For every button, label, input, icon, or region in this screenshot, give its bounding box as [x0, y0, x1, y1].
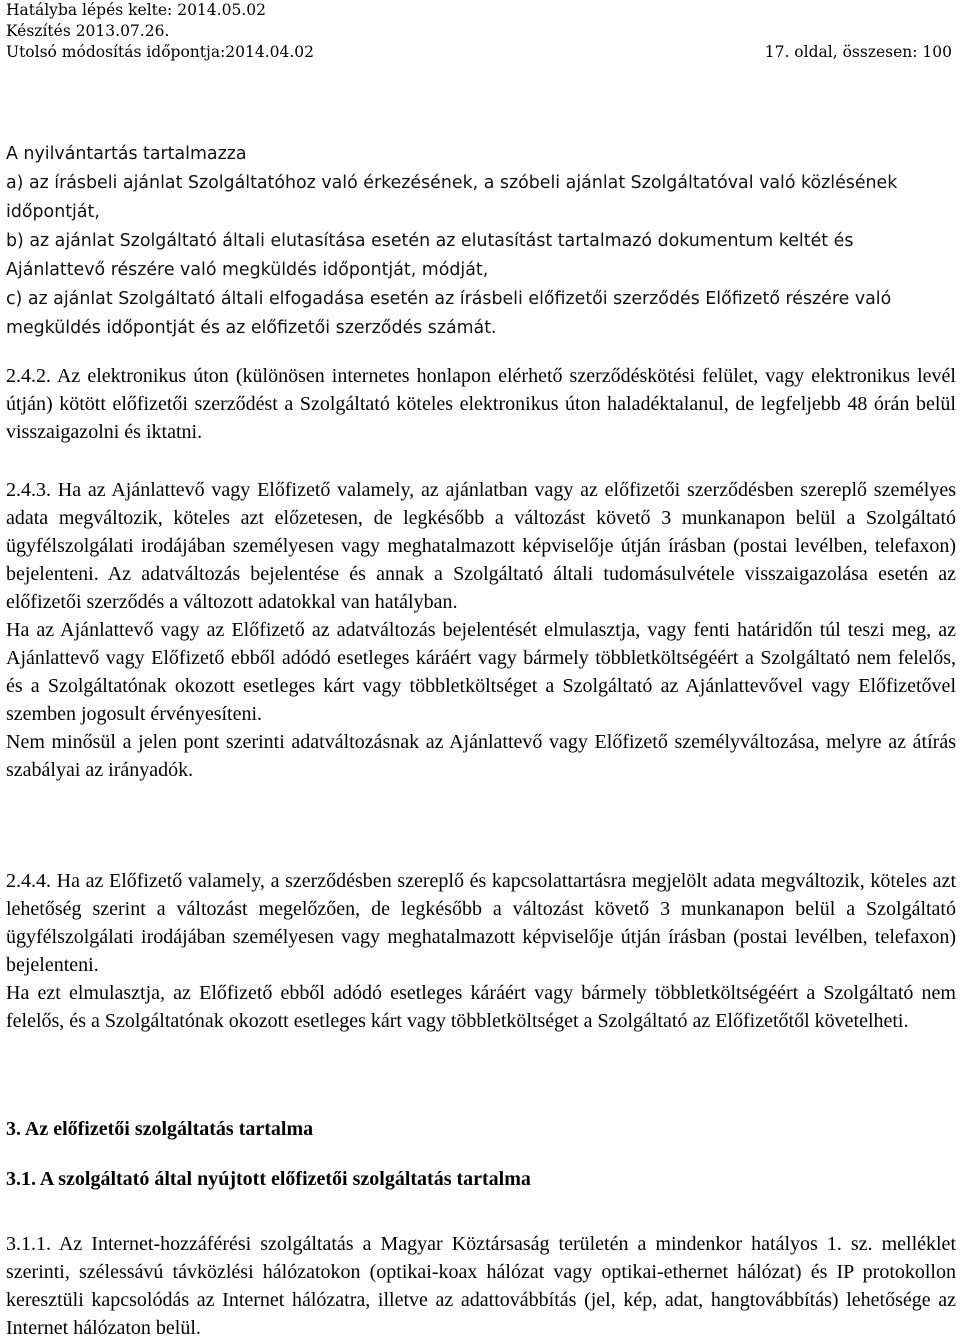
section-3-1-1-text: 3.1.1. Az Internet-hozzáférési szolgáltatás a Magyar Köztársaság területén a mindenkor hatályos 1. sz. melléklet szerinti, szélessávú távközlési hálózatokon (optikai-koax hálózat vagy optikai-ethernet hálózat) és IP protokollon keresztüli kapcsolódás az Internet hálózatra, illetve az adattovábbítás (jel, kép, adat, hangtovábbítás) lehetősége az Internet hálózaton belül.	[6, 1233, 956, 1339]
section-2-4-3	[6, 476, 956, 784]
page-number: 17. oldal, összesen: 100	[764, 43, 952, 61]
register-item-c: c) az ajánlat Szolgáltató általi elfogadása esetén az írásbeli előfizetői szerződés Előfizető részére való megküldés időpontját és az előfizetői szerződés számát.	[6, 289, 892, 338]
created-date: Készítés 2013.07.26.	[6, 22, 170, 40]
section-2-4-2-text: 2.4.2. Az elektronikus úton (különösen internetes honlapon elérhető szerződéskötési felület, vagy elektronikus levél útján) kötött előfizetői szerződést a Szolgáltató köteles elektronikus úton haladéktalanul, de legfeljebb 48 órán belül visszaigazolni és iktatni.	[6, 365, 956, 443]
section-3-1-1	[6, 1230, 956, 1342]
register-heading: A nyilvántartás tartalmazza	[6, 144, 247, 164]
heading-section-3-1: 3.1. A szolgáltató által nyújtott előfizetői szolgáltatás tartalma	[6, 1168, 531, 1190]
section-2-4-3-para-1: 2.4.3. Ha az Ajánlattevő vagy Előfizető valamely, az ajánlatban vagy az előfizetői szerződésben szereplő személyes adata megváltozik, köteles azt előzetesen, de legkésőbb a változást követő 3 munkanapon belül a Szolgáltató ügyfélszolgálati irodájában személyesen vagy meghatalmazott képviselője útján írásban (postai levélben, telefaxon) bejelenteni. Az adatváltozás bejelentése és annak a Szolgáltató általi tudomásulvétele visszaigazolása esetén az előfizetői szerződés a változott adatokkal van hatályban.	[6, 479, 956, 613]
register-item-a: a) az írásbeli ajánlat Szolgáltatóhoz való érkezésének, a szóbeli ajánlat Szolgáltatóval való közlésének időpontját,	[6, 173, 898, 222]
section-2-4-2	[6, 362, 956, 446]
last-modified-date: Utolsó módosítás időpontja:2014.04.02	[6, 43, 315, 61]
section-2-4-3-para-2: Ha az Ajánlattevő vagy az Előfizető az adatváltozás bejelentését elmulasztja, vagy fenti határidőn túl teszi meg, az Ajánlattevő vagy Előfizető ebből adódó esetleges káráért vagy bármely többletköltségéért a Szolgáltató nem felelős, és a Szolgáltatónak okozott esetleges kárt vagy többletköltséget a Szolgáltató az Ajánlattevővel vagy Előfizetővel szemben jogosult érvényesíteni.	[6, 619, 956, 725]
section-2-4-4	[6, 867, 956, 1035]
section-2-4-4-para-2: Ha ezt elmulasztja, az Előfizető ebből adódó esetleges káráért vagy bármely többletköltségéért a Szolgáltató nem felelős, és a Szolgáltatónak okozott esetleges kárt vagy többletköltséget a Szolgáltató az Előfizetőtől követelheti.	[6, 982, 956, 1032]
section-2-4-3-para-3: Nem minősül a jelen pont szerinti adatváltozásnak az Ajánlattevő vagy Előfizető személyváltozása, melyre az átírás szabályai az irányadók.	[6, 731, 956, 781]
document-header	[6, 0, 956, 63]
effective-date: Hatályba lépés kelte: 2014.05.02	[6, 1, 266, 19]
heading-section-3: 3. Az előfizetői szolgáltatás tartalma	[6, 1118, 314, 1140]
document-page	[6, 0, 956, 1339]
register-contents	[6, 140, 956, 343]
section-2-4-4-para-1: 2.4.4. Ha az Előfizető valamely, a szerződésben szereplő és kapcsolattartásra megjelölt adata megváltozik, köteles azt lehetőség szerint a változást megelőzően, de legkésőbb a változást követő 3 munkanapon belül a Szolgáltató ügyfélszolgálati irodájában személyesen vagy meghatalmazott képviselője útján írásban (postai levélben, telefaxon) bejelenteni.	[6, 870, 956, 976]
register-item-b: b) az ajánlat Szolgáltató általi elutasítása esetén az elutasítást tartalmazó dokumentum keltét és Ajánlattevő részére való megküldés időpontját, módját,	[6, 231, 854, 280]
